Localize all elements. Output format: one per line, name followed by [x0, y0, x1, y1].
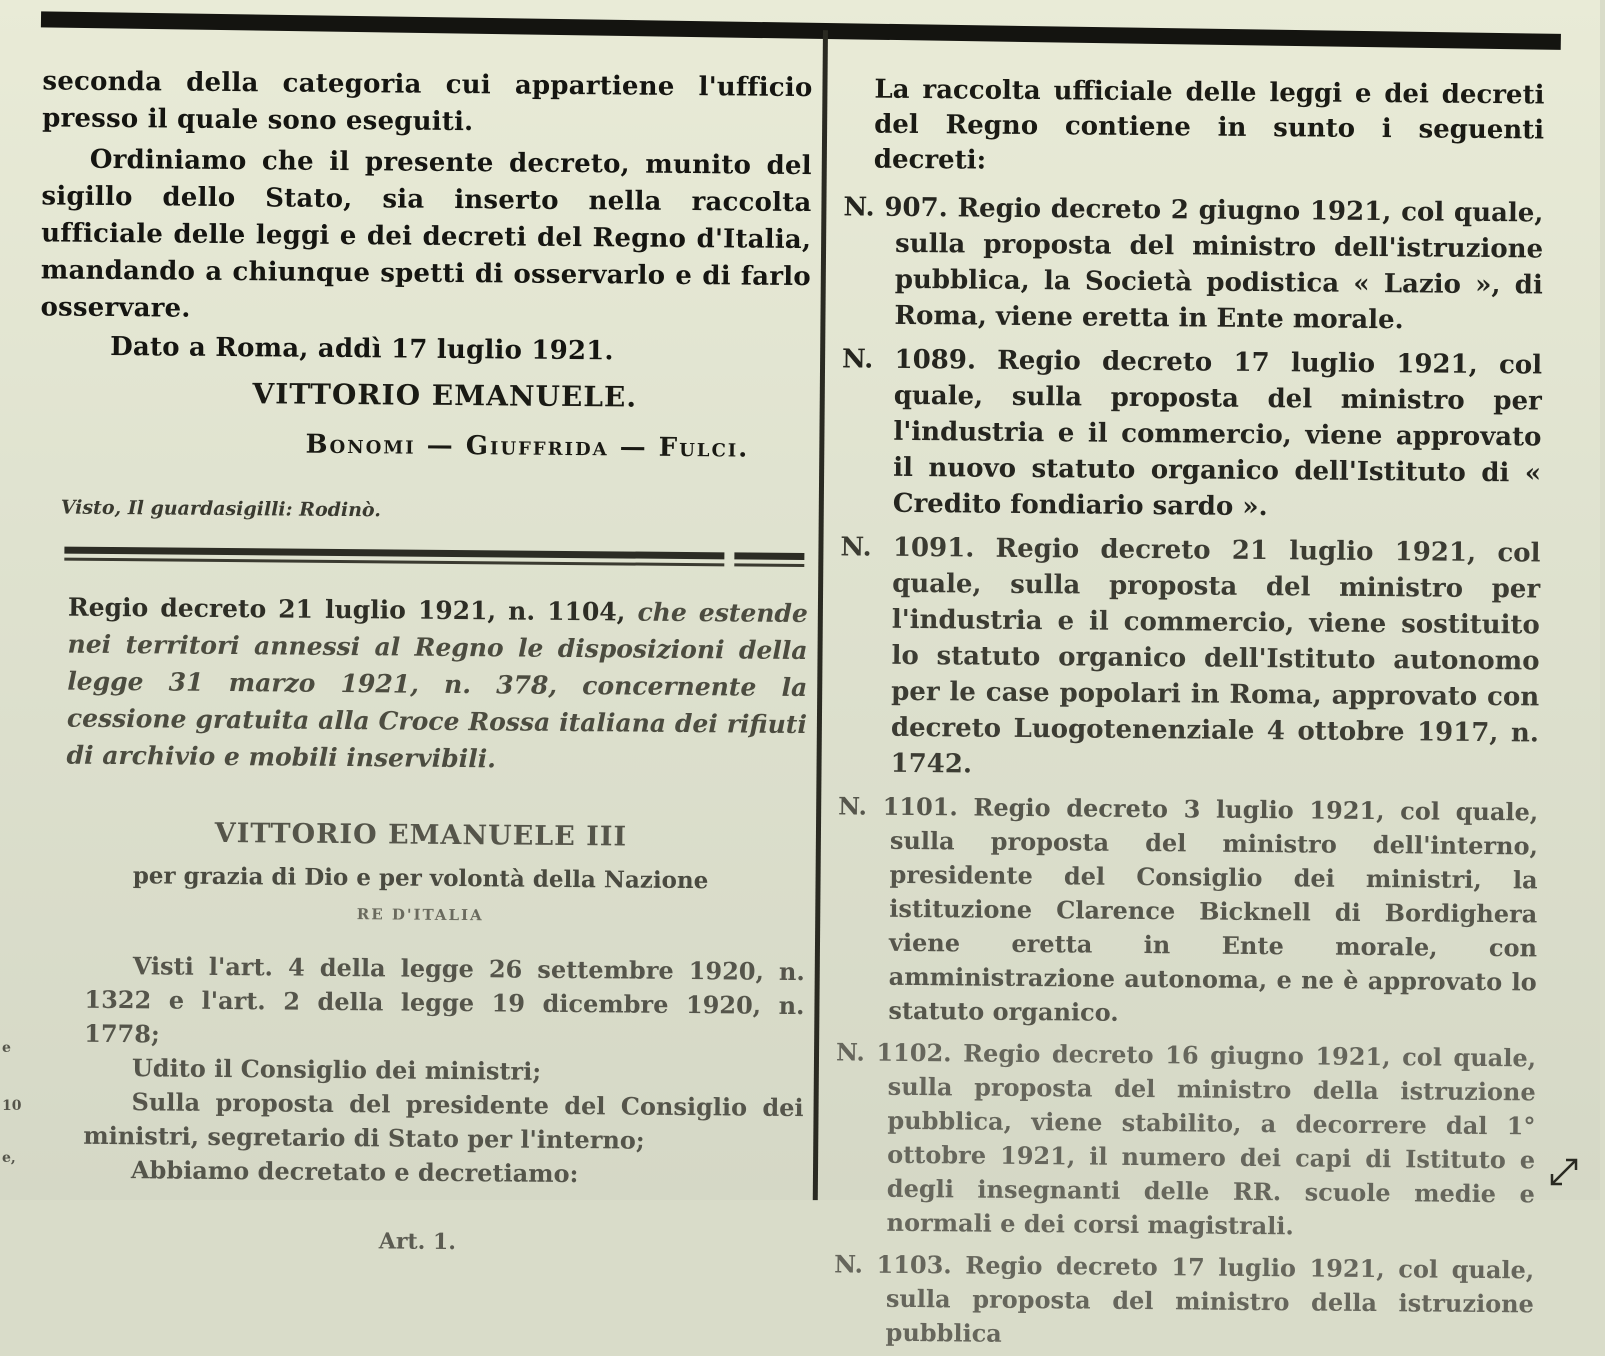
grace-line: per grazia di Dio e per volontà della Nazione: [132, 862, 709, 895]
decree-entry-1102: N. 1102. Regio decreto 16 giugno 1921, col quale, sulla proposta del ministro della istruzione pubblica, viene stabilito, a decorrere dal 1° ottobre 1921, il numero dei capi di Istituto e degli insegnanti delle RR. scuole medie e normali e dei corsi magistrali.: [835, 1037, 1537, 1241]
king-title: VITTORIO EMANUELE III: [214, 817, 628, 853]
decree-title: [66, 589, 808, 780]
decree-title-lead: Regio decreto 21 luglio 1921, n. 1104,: [67, 592, 626, 627]
edge-mark: e,: [2, 1150, 16, 1166]
abbiamo-paragraph: Abbiamo decretato e decretiamo:: [130, 1155, 579, 1189]
resize-diagonal-icon[interactable]: [1546, 1154, 1582, 1190]
proposta-paragraph: Sulla proposta del presidente del Consiglio dei ministri, segretario di Stato per l'interno;: [83, 1087, 804, 1155]
left-column: [32, 63, 812, 1264]
section-divider: [64, 547, 794, 575]
decree-entry-1101: N. 1101. Regio decreto 3 luglio 1921, col quale, sulla proposta del ministro dell'interno, presidente del Consiglio dei ministri, la istituzione Clarence Bicknell di Bordighera viene eretta in Ente morale, con amministrazione autonoma, e ne è approvato lo statuto organico.: [838, 791, 1539, 1027]
visti-paragraph: Visti l'art. 4 della legge 26 settembre 1920, n. 1322 e l'art. 2 della legge 19 dicembre 1920, n. 1778;: [84, 951, 805, 1049]
decree-entry-1089: N. 1089. Regio decreto 17 luglio 1921, col quale, sulla proposta del ministro per l'industria e il commercio, viene approvato il nuovo statuto organico dell'Istituto di « Credito fondiario sardo ».: [841, 344, 1543, 523]
edge-mark: e: [2, 1040, 11, 1056]
visto-line: Visto, Il guardasigilli: Rodinò.: [60, 496, 382, 522]
dated-line: Dato a Roma, addì 17 luglio 1921.: [110, 331, 614, 367]
paragraph-continuation: seconda della categoria cui appartiene l'ufficio presso il quale sono eseguiti.: [42, 66, 813, 138]
edge-mark: 10: [2, 1098, 22, 1114]
decree-entry-1091: N. 1091. Regio decreto 21 luglio 1921, col quale, sulla proposta del ministro per l'industria e il commercio, viene sostituito lo statuto organico dell'Istituto autonomo per le case popolari in Roma, approvato con decreto Luogotenenziale 4 ottobre 1917, n. 1742.: [840, 532, 1541, 780]
udito-paragraph: Udito il Consiglio dei ministri;: [131, 1053, 542, 1086]
decree-entry-907: N. 907. Regio decreto 2 giugno 1921, col quale, sulla proposta del ministro dell'istruzione pubblica, la Società podistica « Lazio », di Roma, viene eretta in Ente morale.: [843, 192, 1544, 336]
right-heading: La raccolta ufficiale delle leggi e dei decreti del Regno contiene in sunto i seguenti decreti:: [873, 74, 1545, 176]
decree-title-rest: che estende nei territori annessi al Regno le disposizioni della legge 31 marzo 1921, n. 378, concernente la cessione gratuita alla Croce Rossa italiana dei rifiuti di archivio e mobili inservibili.: [66, 597, 808, 774]
ministers-signatures: Bonomi — Giuffrida — Fulci.: [305, 429, 750, 464]
decree-entry-1103: N. 1103. Regio decreto 17 luglio 1921, col quale, sulla proposta del ministro della istruzione pubblica: [834, 1249, 1535, 1348]
column-divider: [813, 30, 828, 1200]
king-signature: VITTORIO EMANUELE.: [252, 377, 638, 414]
right-column: [833, 72, 1544, 1355]
article-heading: Art. 1.: [378, 1228, 457, 1256]
top-rule: [41, 11, 1561, 50]
re-italia: RE D'ITALIA: [356, 905, 484, 925]
paragraph-order: Ordiniamo che il presente decreto, munito del sigillo dello Stato, sia inserto nella raccolta ufficiale delle leggi e dei decreti del Regno d'Italia, mandando a chiunque spetti di osservarlo e di farlo osservare.: [40, 144, 812, 324]
